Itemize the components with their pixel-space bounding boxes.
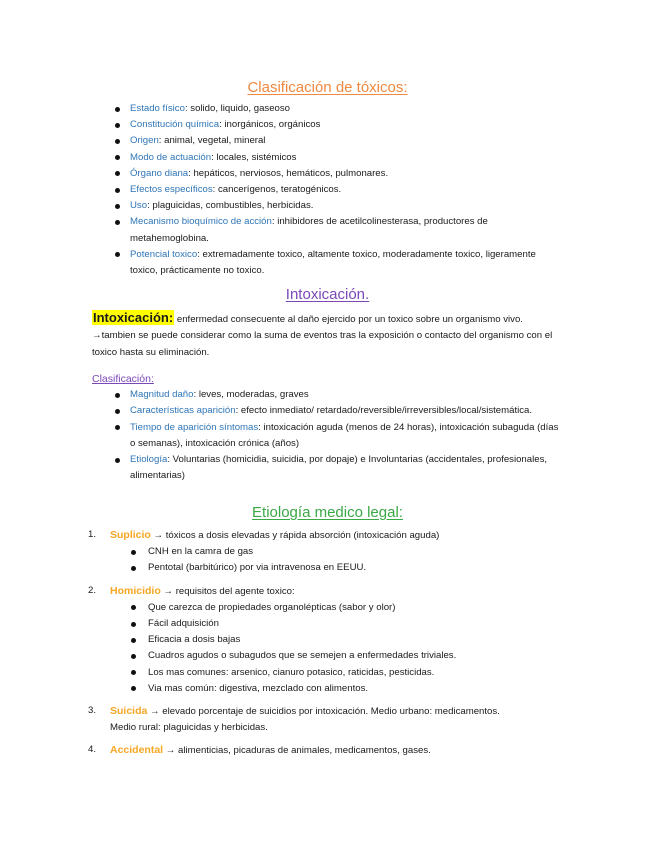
item-key: Efectos específicos (130, 184, 213, 196)
item-text: : cancerígenos, teratogénicos. (212, 184, 342, 196)
list-etiologia (0, 527, 655, 760)
list-clasificacion-intoxicacion (130, 387, 560, 484)
item-key: Uso (130, 200, 148, 212)
item-key: Potencial toxico (130, 248, 198, 260)
subsection-title-clasificacion: Clasificación: (92, 373, 154, 386)
list-item (130, 452, 560, 484)
item-text: : Voluntarias (homicidia, suicidia, por dopaje) e Involuntarias (accidentales, profesionales, alimentarias) (130, 454, 548, 482)
definition-text: enfermedad consecuente al daño ejercido por un toxico sobre un organismo vivo. (174, 314, 523, 325)
item-key: Constitución química (130, 119, 220, 131)
etiologia-item-suplicio (88, 527, 655, 577)
item-text: : inhibidores de acetilcolinesterasa, productores de metahemoglobina. (130, 216, 488, 244)
item-number: 2. (88, 584, 97, 596)
sub-list-item: Cuadros agudos o subagudos que se semejen a enfermedades triviales. (148, 648, 655, 664)
item-key: Características aparición (130, 405, 236, 417)
sub-list (148, 544, 655, 576)
list-item (130, 247, 550, 279)
sub-list-item: Pentotal (barbitúrico) por via intravenosa en EEUU. (148, 560, 655, 576)
item-key: Modo de actuación (130, 151, 212, 163)
list-item (130, 117, 550, 133)
item-key: Magnitud daño (130, 389, 194, 401)
item-text: → alimenticias, picaduras de animales, medicamentos, gases. (163, 745, 431, 757)
item-text: : inorgánicos, orgánicos (219, 119, 321, 131)
etiologia-item-suicida (88, 703, 655, 736)
list-item (130, 403, 560, 419)
item-text: → tóxicos a dosis elevadas y rápida absorción (intoxicación aguda) (150, 530, 440, 541)
sub-list-item: Los mas comunes: arsenico, cianuro potasico, raticidas, pesticidas. (148, 665, 655, 681)
sub-list-item: Que carezca de propiedades organolépticas (sabor y olor) (148, 600, 655, 616)
list-item (130, 420, 560, 452)
sub-list-item: CNH en la camra de gas (148, 544, 655, 560)
item-text: → requisitos del agente toxico: (160, 585, 295, 597)
item-key: Tiempo de aparición síntomas (130, 421, 259, 433)
list-item (130, 214, 550, 246)
etiologia-item-accidental (88, 742, 655, 759)
sub-list (148, 600, 655, 697)
item-text: : locales, sistémicos (211, 151, 297, 163)
list-clasificacion-toxicos (130, 101, 550, 279)
sub-list-item: Eficacia a dosis bajas (148, 632, 655, 648)
section-clasificacion-toxicos (0, 79, 655, 279)
item-key: Mecanismo bioquímico de acción (130, 216, 272, 228)
sub-list-item: Fácil adquisición (148, 616, 655, 632)
section-intoxicacion (0, 286, 655, 484)
item-text: : intoxicación aguda (menos de 24 horas), intoxicación subaguda (días o semanas), intoxicación crónica (años) (130, 421, 559, 449)
item-name: Suicida (110, 705, 148, 718)
item-text: : hepáticos, nerviosos, hemáticos, pulmonares. (188, 167, 389, 179)
item-text: : solido, liquido, gaseoso (184, 103, 291, 114)
list-item (130, 198, 550, 214)
item-continuation: Medio rural: plaguicidas y herbicidas. (110, 722, 268, 734)
section-etiologia-medico-legal (0, 504, 655, 760)
item-text: : extremadamente toxico, altamente toxico, moderadamente toxico, ligeramente toxico, prácticamente no toxico. (130, 248, 536, 277)
item-name: Homicidio (110, 584, 161, 597)
item-text: : efecto inmediato/ retardado/reversible/irreversibles/local/sistemática. (235, 405, 533, 417)
item-text: : animal, vegetal, mineral (158, 135, 266, 147)
definition-extra: →tambien se puede considerar como la suma de eventos tras la exposición o contacto del organismo con el toxico hasta su eliminación. (92, 330, 553, 358)
sub-list-item: Via mas común: digestiva, mezclado con alimentos. (148, 681, 655, 697)
list-item (130, 182, 550, 198)
list-item (130, 150, 550, 166)
section-title-etiologia: Etiología medico legal: (252, 504, 403, 521)
item-key: Estado físico (130, 103, 185, 114)
item-key: Origen (130, 135, 159, 147)
section-title-clasificacion: Clasificación de tóxicos: (247, 79, 408, 96)
list-item (130, 387, 560, 403)
list-item (130, 166, 550, 182)
item-key: Etiología (130, 454, 168, 466)
item-name: Suplicio (110, 529, 151, 541)
item-name: Accidental (110, 744, 164, 757)
item-number: 1. (88, 529, 97, 540)
etiologia-item-homicidio (88, 583, 655, 697)
list-item (130, 133, 550, 149)
item-number: 4. (88, 744, 97, 756)
item-key: Órgano diana (130, 167, 189, 179)
item-text: : plaguicidas, combustibles, herbicidas. (147, 200, 314, 212)
section-title-intoxicacion: Intoxicación. (285, 286, 370, 303)
definition-paragraph (92, 310, 565, 361)
item-number: 3. (88, 705, 97, 717)
item-text: → elevado porcentaje de suicidios por intoxicación. Medio urbano: medicamentos. (147, 706, 500, 718)
highlighted-term: Intoxicación: (93, 310, 174, 325)
list-item (130, 101, 550, 117)
item-text: : leves, moderadas, graves (193, 389, 309, 401)
